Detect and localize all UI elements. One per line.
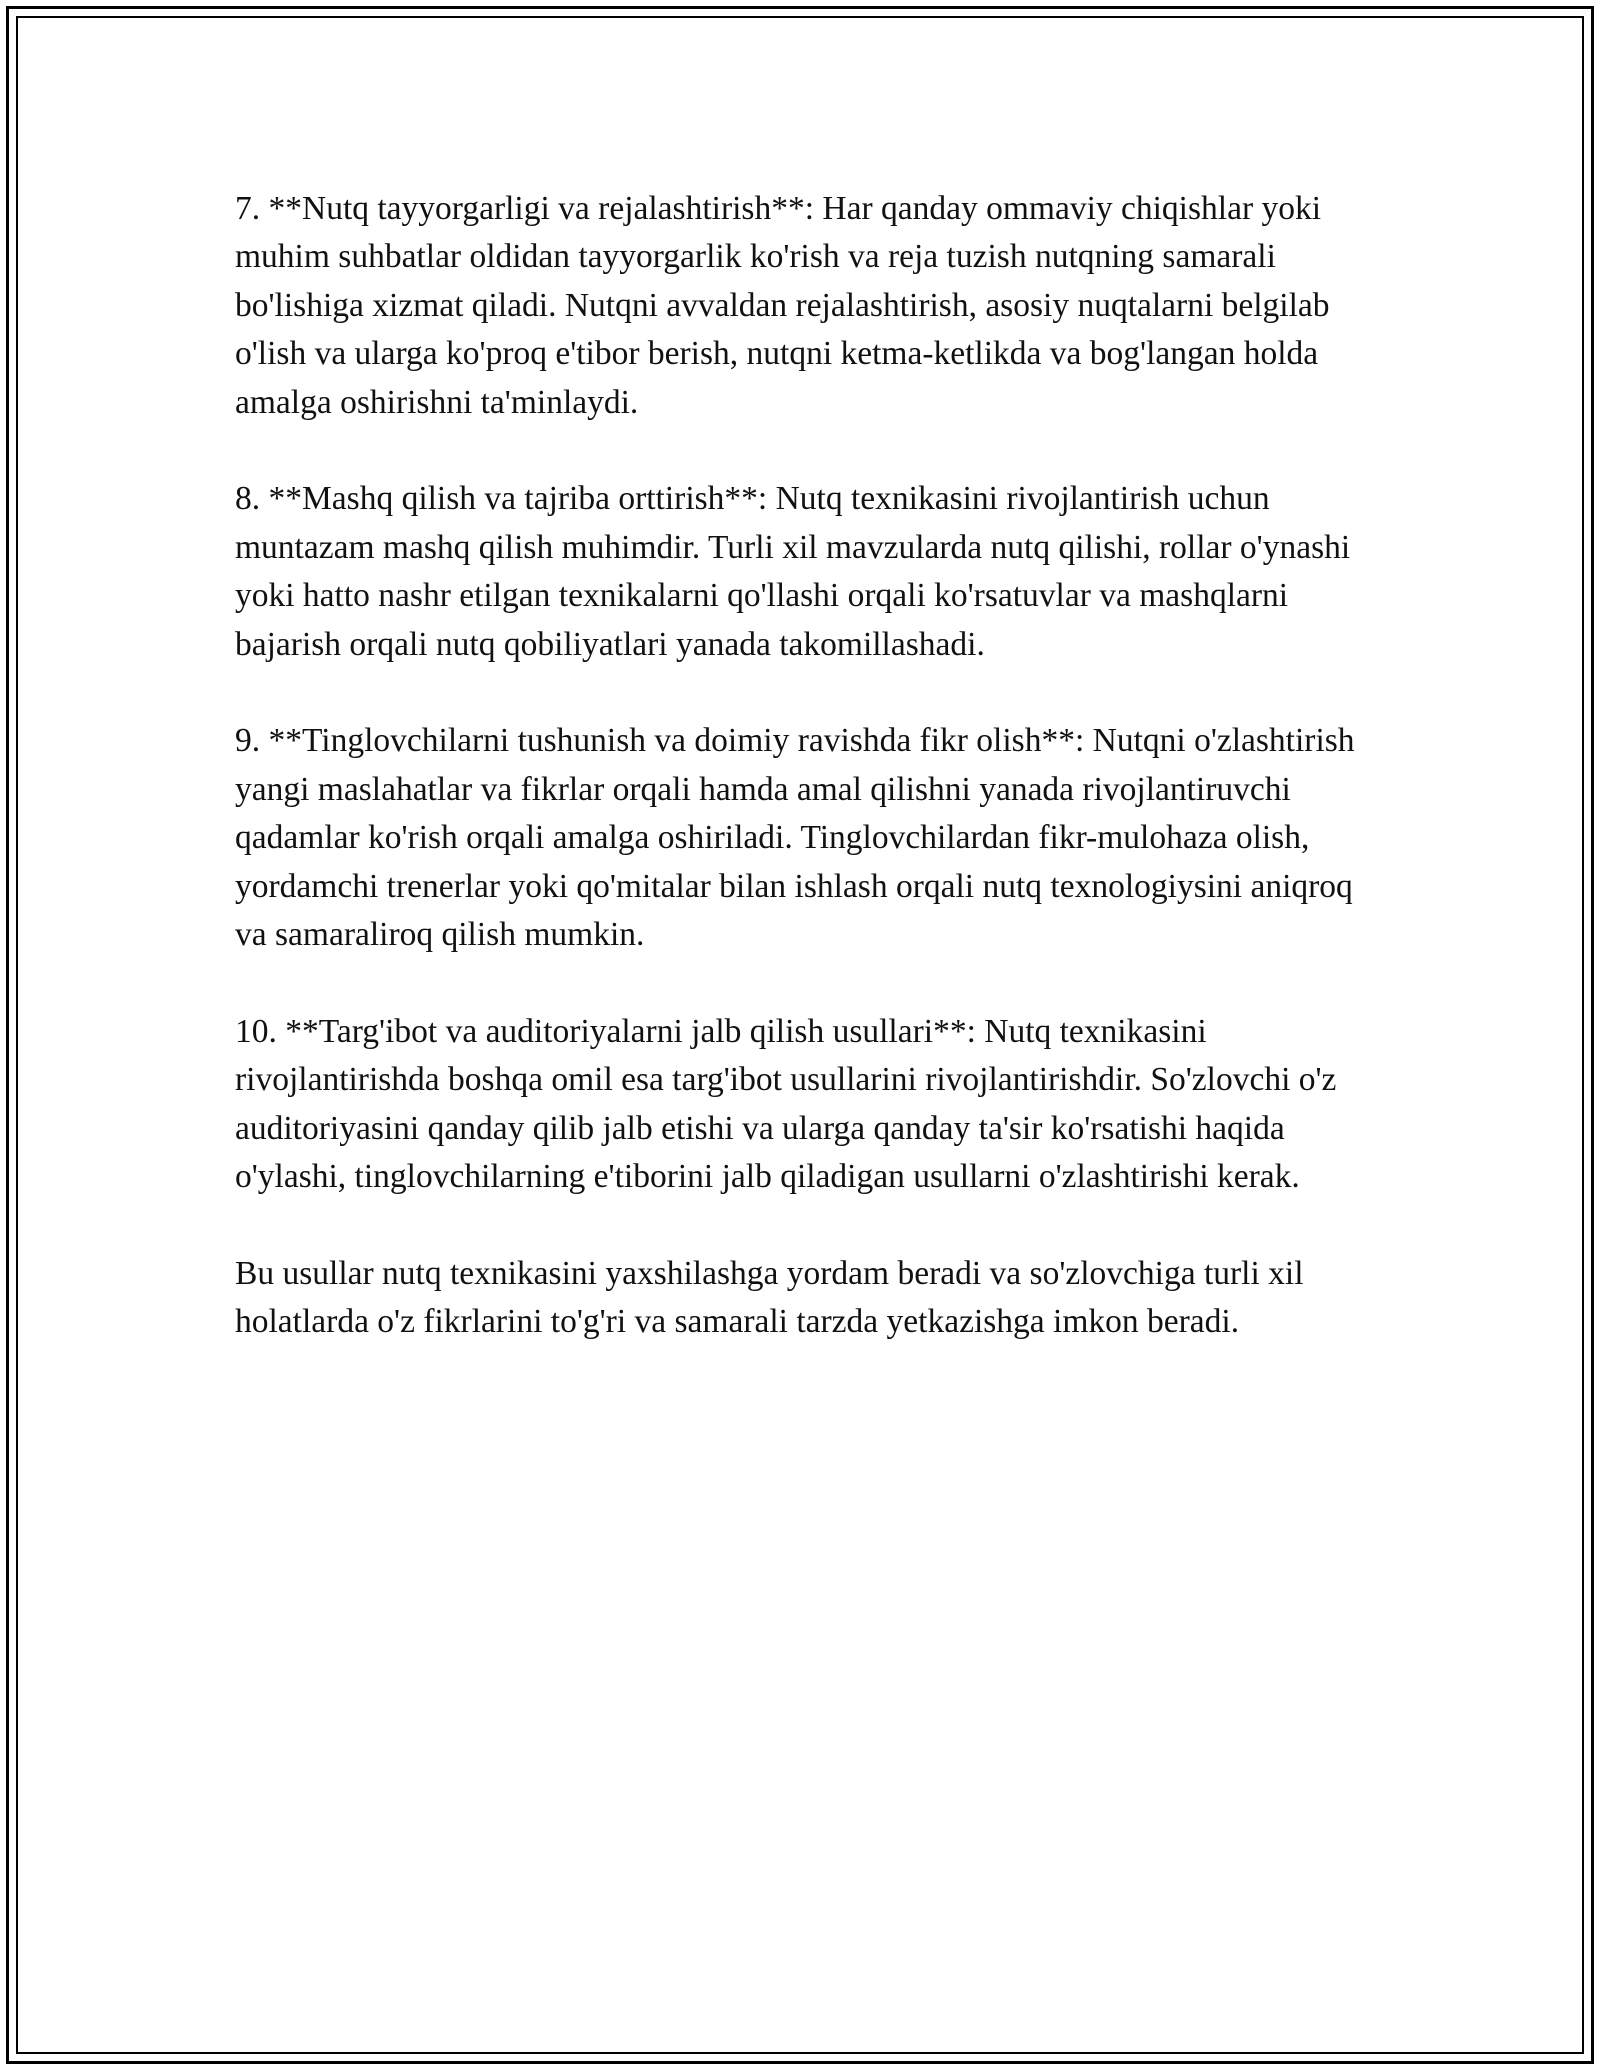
document-body — [235, 185, 1375, 1395]
paragraph-item-7: 7. **Nutq tayyorgarligi va rejalashtirish**: Har qanday ommaviy chiqishlar yoki muhim suhbatlar oldidan tayyorgarlik ko'rish va reja tuzish nutqning samarali bo'lishiga xizmat qiladi. Nutqni avvaldan rejalashtirish, asosiy nuqtalarni belgilab o'lish va ularga ko'proq e'tibor berish, nutqni ketma-ketlikda va bog'langan holda amalga oshirishni ta'minlaydi. — [235, 190, 1330, 421]
paragraph-conclusion: Bu usullar nutq texnikasini yaxshilashga yordam beradi va so'zlovchiga turli xil holatlarda o'z fikrlarini to'g'ri va samarali tarzda yetkazishga imkon beradi. — [235, 1254, 1304, 1341]
paragraph-item-10: 10. **Targ'ibot va auditoriyalarni jalb qilish usullari**: Nutq texnikasini rivojlantirishda boshqa omil esa targ'ibot usullarini rivojlantirishdir. So'zlovchi o'z auditoriyasini qanday qilib jalb etishi va ularga qanday ta'sir ko'rsatishi haqida o'ylashi, tinglovchilarning e'tiborini jalb qiladigan usullarni o'zlashtirishi kerak. — [235, 1012, 1337, 1196]
paragraph-item-8: 8. **Mashq qilish va tajriba orttirish**: Nutq texnikasini rivojlantirish uchun muntazam mashq qilish muhimdir. Turli xil mavzularda nutq qilishi, rollar o'ynashi yoki hatto nashr etilgan texnikalarni qo'llashi orqali ko'rsatuvlar va mashqlarni bajarish orqali nutq qobiliyatlari yanada takomillashadi. — [235, 480, 1351, 663]
paragraph-item-9: 9. **Tinglovchilarni tushunish va doimiy ravishda fikr olish**: Nutqni o'zlashtirish yangi maslahatlar va fikrlar orqali hamda amal qilishni yanada rivojlantiruvchi qadamlar ko'rish orqali amalga oshiriladi. Tinglovchilardan fikr-mulohaza olish, yordamchi trenerlar yoki qo'mitalar bilan ishlash orqali nutq texnologiysini aniqroq va samaraliroq qilish mumkin. — [235, 722, 1355, 954]
